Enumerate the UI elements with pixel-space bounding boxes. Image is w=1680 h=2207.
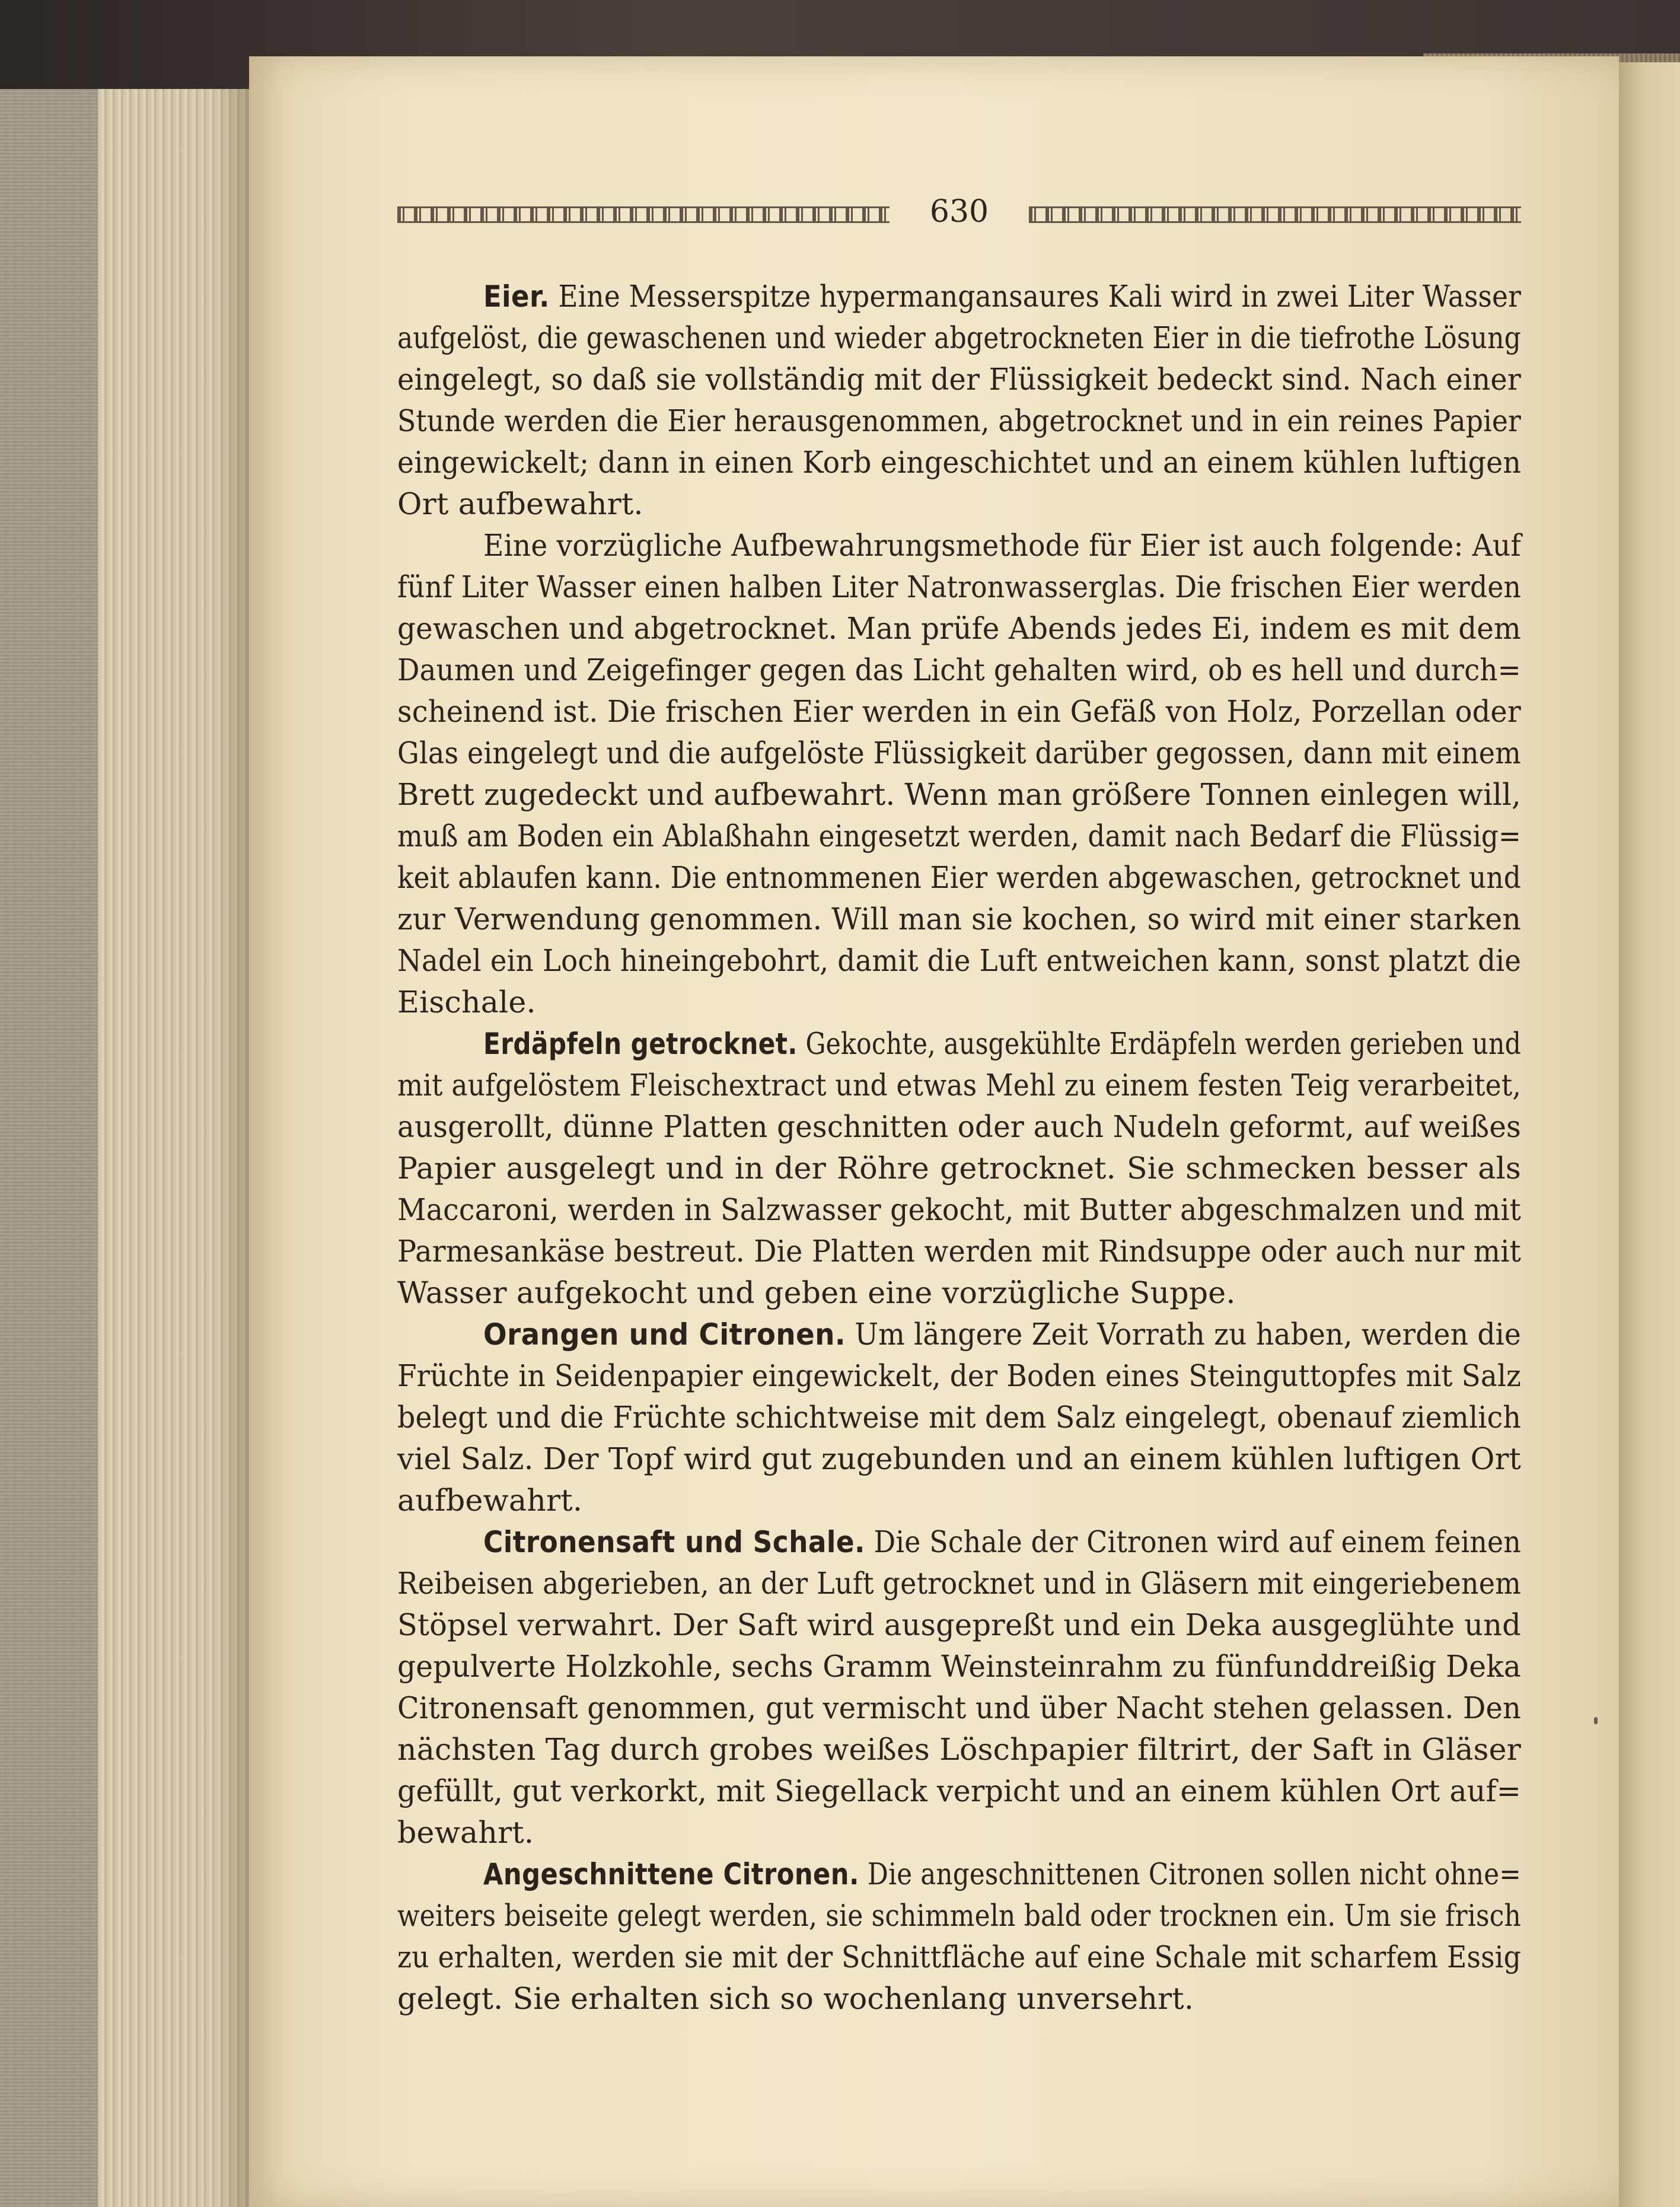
line-text: Citronensaft genommen, gut vermischt und über Nacht stehen gelassen. Den xyxy=(397,1690,1521,1725)
text-line xyxy=(397,1604,1521,1646)
line-text: bewahrt. xyxy=(397,1815,534,1850)
text-line xyxy=(397,733,1521,774)
text-line xyxy=(397,317,1521,359)
text-line xyxy=(397,1355,1521,1397)
line-text: Früchte in Seidenpapier eingewickelt, der Boden eines Steinguttopfes mit Salz xyxy=(397,1358,1521,1393)
text-line xyxy=(397,566,1521,608)
text-line xyxy=(397,1521,1521,1563)
ornament-right xyxy=(1029,206,1521,223)
text-line xyxy=(397,1397,1521,1438)
entry-heading: Orangen und Citronen. xyxy=(483,1317,846,1352)
ornament-left xyxy=(397,206,890,223)
text-line xyxy=(397,649,1521,691)
text-line xyxy=(397,1687,1521,1729)
line-text: fünf Liter Wasser einen halben Liter Natronwasserglas. Die frischen Eier werden xyxy=(397,569,1521,604)
line-text: Glas eingelegt und die aufgelöste Flüssigkeit darüber gegossen, dann mit einem xyxy=(397,735,1521,770)
text-line xyxy=(397,899,1521,940)
text-line xyxy=(397,1978,1521,2020)
line-text: Nadel ein Loch hineingebohrt, damit die Luft entweichen kann, sonst platzt die xyxy=(397,943,1521,978)
line-text: eingewickelt; dann in einen Korb eingeschichtet und an einem kühlen luftigen xyxy=(397,445,1521,480)
text-line xyxy=(397,1812,1521,1854)
paragraph xyxy=(397,1854,1521,2020)
line-text: Ort aufbewahrt. xyxy=(397,486,643,521)
text-line xyxy=(397,1189,1521,1231)
line-text: keit ablaufen kann. Die entnommenen Eier werden abgewaschen, getrocknet und xyxy=(397,860,1521,895)
paragraph xyxy=(397,1023,1521,1314)
text-line xyxy=(397,1729,1521,1770)
page-number: 630 xyxy=(929,194,989,230)
text-line xyxy=(397,1148,1521,1189)
line-text: Eischale. xyxy=(397,985,536,1020)
line-text: Papier ausgelegt und in der Röhre getrocknet. Sie schmecken besser als xyxy=(397,1151,1521,1186)
text-line xyxy=(397,1438,1521,1480)
line-text: Maccaroni, werden in Salzwasser gekocht, mit Butter abgeschmalzen und mit xyxy=(397,1192,1521,1227)
line-text: Reibeisen abgerieben, an der Luft getrocknet und in Gläsern mit eingeriebenem xyxy=(397,1566,1521,1601)
text-line xyxy=(397,1231,1521,1272)
paragraph xyxy=(397,1314,1521,1521)
line-text: scheinend ist. Die frischen Eier werden in ein Gefäß von Holz, Porzellan oder xyxy=(397,694,1521,729)
text-line xyxy=(397,982,1521,1023)
line-text: Gekochte, ausgekühlte Erdäpfeln werden gerieben und xyxy=(805,1026,1521,1061)
line-text: zu erhalten, werden sie mit der Schnittfläche auf eine Schale mit scharfem Essig xyxy=(397,1940,1521,1974)
text-line xyxy=(397,1854,1521,1895)
line-text: Die Schale der Citronen wird auf einem feinen xyxy=(874,1524,1521,1559)
line-text: gepulverte Holzkohle, sechs Gramm Weinsteinrahm zu fünfunddreißig Deka xyxy=(397,1649,1521,1684)
entry-heading: Angeschnittene Citronen. xyxy=(483,1857,859,1891)
line-text: Um längere Zeit Vorrath zu haben, werden die xyxy=(855,1317,1521,1352)
line-text: gelegt. Sie erhalten sich so wochenlang unversehrt. xyxy=(397,1981,1194,2016)
line-text: Daumen und Zeigefinger gegen das Licht gehalten wird, ob es hell und durch= xyxy=(397,652,1521,687)
line-text: Stöpsel verwahrt. Der Saft wird ausgepreßt und ein Deka ausgeglühte und xyxy=(397,1607,1521,1642)
line-text: Wasser aufgekocht und geben eine vorzügliche Suppe. xyxy=(397,1275,1236,1310)
line-text: Eine Messerspitze hypermangansaures Kali wird in zwei Liter Wasser xyxy=(558,279,1521,314)
paragraph xyxy=(397,1521,1521,1854)
line-text: gefüllt, gut verkorkt, mit Siegellack verpicht und an einem kühlen Ort auf= xyxy=(397,1773,1521,1808)
text-line xyxy=(397,1106,1521,1148)
text-line xyxy=(397,816,1521,857)
text-line xyxy=(397,1272,1521,1314)
line-text: Eine vorzügliche Aufbewahrungsmethode für Eier ist auch folgende: Auf xyxy=(483,528,1521,563)
text-line xyxy=(397,359,1521,400)
paragraph xyxy=(397,276,1521,525)
text-line xyxy=(397,400,1521,442)
text-line xyxy=(397,1646,1521,1687)
body-text xyxy=(397,276,1521,2020)
entry-heading: Eier. xyxy=(483,279,550,314)
text-line xyxy=(397,483,1521,525)
line-text: belegt und die Früchte schichtweise mit dem Salz eingelegt, obenauf ziemlich xyxy=(397,1400,1521,1435)
line-text: gewaschen und abgetrocknet. Man prüfe Abends jedes Ei, indem es mit dem xyxy=(397,611,1521,646)
text-line xyxy=(397,276,1521,317)
line-text: ausgerollt, dünne Platten geschnitten oder auch Nudeln geformt, auf weißes xyxy=(397,1109,1521,1144)
line-text: viel Salz. Der Topf wird gut zugebunden und an einem kühlen luftigen Ort xyxy=(397,1441,1521,1476)
text-line xyxy=(397,1770,1521,1812)
text-line xyxy=(397,857,1521,899)
right-page-sliver xyxy=(1619,62,1680,2207)
paragraph xyxy=(397,525,1521,1023)
line-text: muß am Boden ein Ablaßhahn eingesetzt werden, damit nach Bedarf die Flüssig= xyxy=(397,819,1521,853)
text-line xyxy=(397,940,1521,982)
text-line xyxy=(397,525,1521,566)
text-line xyxy=(397,1480,1521,1521)
line-text: aufgelöst, die gewaschenen und wieder abgetrockneten Eier in die tiefrothe Lösung xyxy=(397,320,1521,355)
line-text: aufbewahrt. xyxy=(397,1483,583,1518)
text-line xyxy=(397,442,1521,483)
line-text: weiters beiseite gelegt werden, sie schimmeln bald oder trocknen ein. Um sie frisch xyxy=(397,1898,1521,1933)
line-text: Brett zugedeckt und aufbewahrt. Wenn man größere Tonnen einlegen will, xyxy=(397,777,1521,812)
entry-heading: Erdäpfeln getrocknet. xyxy=(483,1027,798,1061)
text-line xyxy=(397,691,1521,733)
page-header xyxy=(397,191,1521,233)
line-text: zur Verwendung genommen. Will man sie kochen, so wird mit einer starken xyxy=(397,902,1521,937)
text-line xyxy=(397,1563,1521,1604)
line-text: nächsten Tag durch grobes weißes Löschpapier filtrirt, der Saft in Gläser xyxy=(397,1732,1521,1767)
entry-heading: Citronensaft und Schale. xyxy=(483,1525,865,1559)
line-text: Die angeschnittenen Citronen sollen nicht ohne= xyxy=(867,1856,1521,1891)
line-text: Stunde werden die Eier herausgenommen, abgetrocknet und in ein reines Papier xyxy=(397,403,1521,438)
text-line xyxy=(397,774,1521,816)
line-text: eingelegt, so daß sie vollständig mit der Flüssigkeit bedeckt sind. Nach einer xyxy=(397,362,1521,397)
text-line xyxy=(397,1937,1521,1978)
text-line xyxy=(397,608,1521,649)
text-line xyxy=(397,1895,1521,1937)
text-line xyxy=(397,1065,1521,1106)
line-text: Parmesankäse bestreut. Die Platten werden mit Rindsuppe oder auch nur mit xyxy=(397,1234,1521,1269)
line-text: mit aufgelöstem Fleischextract und etwas Mehl zu einem festen Teig verarbeitet, xyxy=(397,1068,1521,1103)
paper-speck xyxy=(1594,1717,1598,1724)
text-line xyxy=(397,1314,1521,1355)
text-line xyxy=(397,1023,1521,1065)
